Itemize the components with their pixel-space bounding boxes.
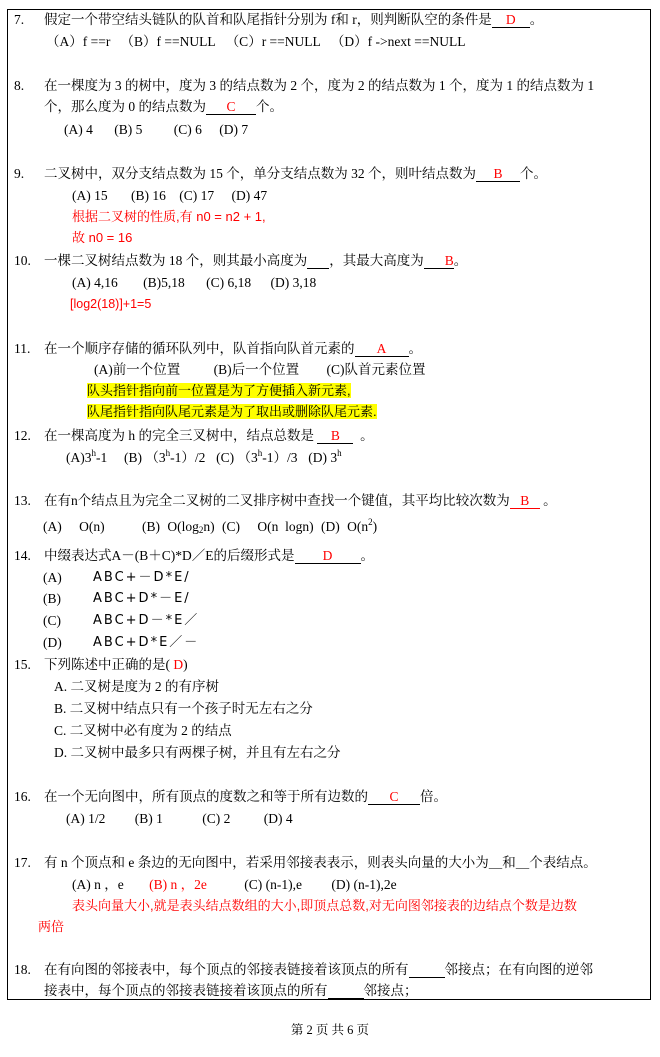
question-stem: 在有n个结点且为完全二叉树的二叉排序树中查找一个键值，其平均比较次数为 [44,493,510,508]
option-c: (C) （3$^h$-1）/3 [216,448,298,465]
answer-value: D [173,657,184,672]
answer-value: C [226,99,236,114]
question-number: 9. [14,166,25,181]
option-d-value: $O(n^2)$ [347,517,378,534]
option-d: (D) 47 [231,188,268,203]
question-number: 11. [14,341,31,356]
answer-blank [206,100,256,115]
explanation-line: 两倍 [38,919,65,934]
option-d: (D) 7 [219,122,249,137]
option-a-value: O(n) [79,519,105,534]
options-row [72,187,267,205]
option-b: (B) 5 [114,122,143,137]
explanation-line: [log2(18)]+1=5 [70,297,152,311]
option-c: (C) 6,18 [206,275,252,290]
answer-blank [295,549,361,564]
question-stem: 一棵二叉树结点数为 18 个，则其最小高度为 [44,253,308,268]
explanation-line: 根据二叉树的性质,有 n0 = n2 + 1, [72,209,266,224]
answer-value: B [330,428,340,443]
options-row [64,121,248,139]
question-stem: 在有向图的邻接表中，每个顶点的邻接表链接着该顶点的所有 [44,962,409,977]
option-a: (A) 15 [72,188,108,203]
question-stem: 在一个无向图中，所有顶点的度数之和等于所有边数的 [44,789,368,804]
question-number: 18. [14,962,31,977]
option-row-d: (D) ABC+D*E／－ [43,635,200,650]
option-c: (C) 2 [202,811,231,826]
answer-value: C [389,789,399,804]
option-d: (D) (n-1),2e [331,877,397,892]
option-b: B. 二叉树中结点只有一个孩子时无左右之分 [54,701,313,716]
question-number: 15. [14,657,31,672]
option-a: (A)前一个位置 [94,362,181,377]
question-number: 17. [14,855,31,870]
option-row-c: (C) ABC+D－*E／ [43,613,200,628]
question-stem: 下列陈述中正确的是( [44,657,170,672]
option-b: (B) 16 [131,188,166,203]
answer-value: A [376,341,387,356]
answer-blank [510,494,540,509]
question-number: 16. [14,789,31,804]
answer-value: D [322,548,333,563]
option-c: (C) (n-1),e [244,877,302,892]
option-d: D. 二叉树中最多只有两棵子树，并且有左右之分 [54,745,341,760]
answer-blank [368,790,420,805]
options-row [43,518,377,536]
option-d: （D）f ->next ==NULL [330,34,466,49]
explanation-line: 表头向量大小,就是表头结点数组的大小,即顶点总数,对无向图邻接表的边结点个数是边数 [72,898,577,913]
option-a: （A）f ==r [46,34,111,49]
answer-blank [317,429,353,444]
option-c-label: (C) [222,519,240,534]
option-d: (D) 3,18 [270,275,317,290]
question-stem: 中缀表达式A－(B＋C)*D／E的后缀形式是 [44,548,295,563]
option-c: (C) 6 [173,122,202,137]
question-number: 8. [14,78,25,93]
answer-value: D [505,12,516,27]
question-stem: 在一棵高度为 h 的完全三叉树中，结点总数是 [44,428,314,443]
question-number: 12. [14,428,31,443]
option-a: (A) 1/2 [66,811,106,826]
highlighted-explanation: 队头指针指向前一位置是为了方便插入新元素, [87,383,351,398]
option-c-value: O(n logn) [257,519,314,534]
question-number: 13. [14,493,31,508]
options-row [66,810,293,828]
question-number: 14. [14,548,31,563]
options-row [72,876,397,894]
option-c: C. 二叉树中必有度为 2 的结点 [54,723,232,738]
option-c: (C)队首元素位置 [326,362,426,377]
question-stem: 假定一个带空结头链队的队首和队尾指针分别为 f和 r，则判断队空的条件是 [44,12,492,27]
option-b-value: $O(\log_2n)$ [167,519,215,535]
question-stem: 在一个顺序存储的循环队列中，队首指向队首元素的 [44,341,355,356]
option-b-correct: (B) n ，2e [149,877,207,892]
options-row [72,274,316,292]
question-number: 10. [14,253,31,268]
options-row [46,33,465,51]
question-number: 7. [14,12,25,27]
option-b: (B) （3$^h$-1）/2 [124,448,206,465]
option-d-label: (D) [321,519,340,534]
page-number: 第 2 页 共 6 页 [290,1023,370,1037]
answer-blank-max [424,254,454,269]
option-a: (A) 4 [64,122,93,137]
highlighted-explanation: 队尾指针指向队尾元素是为了取出或删除队尾元素. [87,404,377,419]
answer-blank [355,342,409,357]
option-a: (A)3$^h$-1 [66,448,108,465]
answer-blank [476,167,520,182]
option-row-a: (A) ABC+－D*E/ [43,570,191,585]
answer-blank [492,13,530,28]
option-d: (D) 4 [263,811,293,826]
page-footer [0,1020,660,1038]
option-c: （C）r ==NULL [225,34,321,49]
option-a: (A) n ，e [72,877,124,892]
question-stem: 有 n 个顶点和 e 条边的无向图中，若采用邻接表表示，则表头向量的大小为＿和＿个表结点。 [44,855,597,870]
answer-blank-1 [409,963,445,978]
option-row-b: (B) ABC+D*－E/ [43,591,191,606]
answer-value: B [444,253,454,268]
answer-blank-min [307,254,329,269]
option-b: (B)5,18 [143,275,185,290]
option-b-label: (B) [142,519,160,534]
answer-blank-2 [328,984,364,999]
options-row [94,361,426,379]
option-a: A. 二叉树是度为 2 的有序树 [54,679,219,694]
option-c: (C) 17 [179,188,215,203]
question-stem: 在一棵度为 3 的树中，度为 3 的结点数为 2 个，度为 2 的结点数为 1 个，度为 1 的结点数为 1 [44,78,595,93]
option-a: (A) 4,16 [72,275,118,290]
option-b: (B)后一个位置 [213,362,300,377]
answer-value: B [493,166,503,181]
explanation-line: 故 n0 = 16 [72,230,133,245]
options-row [66,449,342,467]
option-d: (D) 3$^h$ [308,448,342,465]
option-b: （B）f ==NULL [120,34,216,49]
option-b: (B) 1 [134,811,163,826]
question-stem: 二叉树中，双分支结点数为 15 个，单分支结点数为 32 个，则叶结点数为 [44,166,476,181]
option-a-label: (A) [43,519,62,534]
answer-value: B [520,493,530,508]
